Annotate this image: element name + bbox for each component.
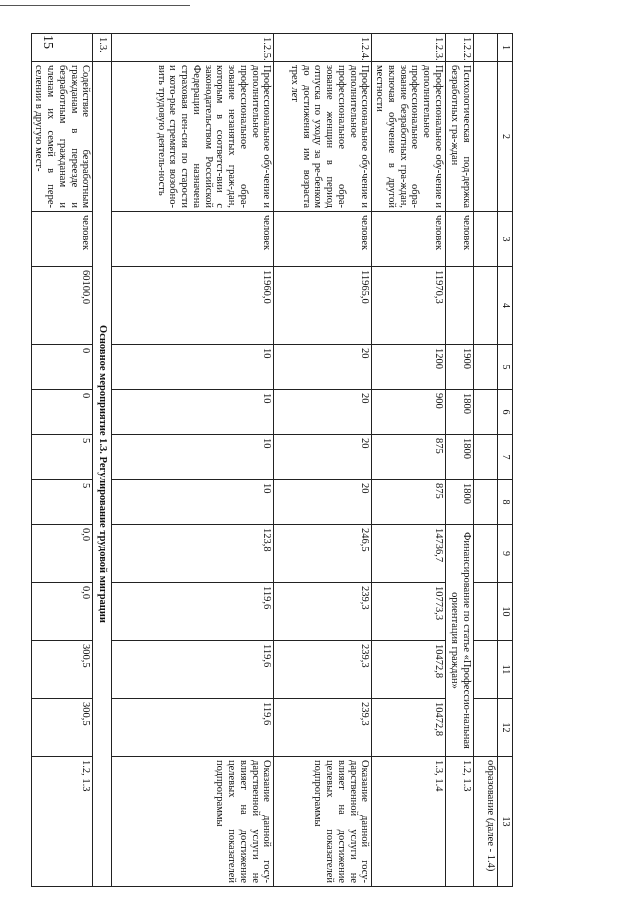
row-number: 1.2.3. xyxy=(372,34,446,62)
measure-name: Профессиональное обу-чение и дополнительное профессиональное обра-зование незанятых граж-дан, которым в соответст-вии с законодательством Российской Федерации назначена страховая пен-сия по старости и кото-рые стремятся возобно-вить трудовую деятель-ность xyxy=(112,62,274,212)
header-cell: 4 xyxy=(498,267,513,345)
value-cell: 10 xyxy=(112,390,274,435)
measure-name: Профессиональное обу-чение и дополнительное профессиональное обра-зование женщин в период отпуска по уходу за ре-бенком до достижения им возраста трех лет xyxy=(274,62,372,212)
header-cell: 7 xyxy=(498,435,513,480)
table-row xyxy=(274,34,372,887)
value-cell: 900 xyxy=(372,390,446,435)
value-cell: 5 xyxy=(31,480,93,525)
value-cell: 60100,0 xyxy=(31,267,93,345)
indicator-cell: 1.2, 1.3 xyxy=(31,757,93,887)
value-cell: 20 xyxy=(274,435,372,480)
value-cell: 10 xyxy=(112,480,274,525)
measure-name: Профессиональное обу-чение и дополнительное профессиональное обра-зование безработных гра-ждан, включая обучение в другой местности xyxy=(372,62,446,212)
value-cell: 875 xyxy=(372,480,446,525)
value-cell: 1900 xyxy=(446,345,474,390)
row-number xyxy=(31,34,93,62)
value-cell: 239,3 xyxy=(274,583,372,641)
value-cell: 10472,8 xyxy=(372,641,446,699)
header-cell: 11 xyxy=(498,641,513,699)
value-cell: 0 xyxy=(31,390,93,435)
table-row xyxy=(474,34,498,887)
row-number: 1.2.2. xyxy=(446,34,474,62)
value-cell: 300,5 xyxy=(31,641,93,699)
section-title: Основное мероприятие 1.3. Регулирование трудовой миграции xyxy=(93,62,112,887)
indicator-cell: образование (далее - 1.4) xyxy=(474,757,498,887)
value-cell: 5 xyxy=(31,435,93,480)
measure-name: Содействие безработным гражданам в переезде и безработным гражданам и членам их семей в пере-селении в другую мест- xyxy=(31,62,93,212)
value-cell: 119,6 xyxy=(112,699,274,757)
measure-name: Психологическая под-держка безработных гра-ждан xyxy=(446,62,474,212)
indicator-cell: 1.3, 1.4 xyxy=(372,757,446,887)
value-cell: 20 xyxy=(274,480,372,525)
value-cell: 1800 xyxy=(446,390,474,435)
indicator-cell: 1.2, 1.3 xyxy=(446,757,474,887)
row-number: 1.2.5. xyxy=(112,34,274,62)
value-cell: 10773,3 xyxy=(372,583,446,641)
value-cell: 11965,0 xyxy=(274,267,372,345)
indicator-cell: Оказание данной госу-дарственной услуги не влияет на достижение целевых показателей подпрограммы xyxy=(112,757,274,887)
value-cell: 10 xyxy=(112,345,274,390)
header-cell: 1 xyxy=(498,34,513,62)
value-cell: 1800 xyxy=(446,435,474,480)
value-cell: 20 xyxy=(274,345,372,390)
value-cell: 0 xyxy=(31,345,93,390)
header-cell: 8 xyxy=(498,480,513,525)
financing-note: Финансирование по статье «Профессио-нальная ориентация граждан» xyxy=(446,525,474,757)
unit-cell: человек xyxy=(274,212,372,267)
value-cell: 123,8 xyxy=(112,525,274,583)
value-cell: 300,5 xyxy=(31,699,93,757)
value-cell: 239,3 xyxy=(274,699,372,757)
value-cell: 11960,0 xyxy=(112,267,274,345)
unit-cell: человек xyxy=(112,212,274,267)
value-cell: 119,6 xyxy=(112,641,274,699)
table-row xyxy=(446,34,474,887)
value-cell: 11970,3 xyxy=(372,267,446,345)
header-cell: 13 xyxy=(498,757,513,887)
header-cell: 3 xyxy=(498,212,513,267)
value-cell: 0,0 xyxy=(31,525,93,583)
unit-cell: человек xyxy=(446,212,474,267)
value-cell: 0,0 xyxy=(31,583,93,641)
value-cell xyxy=(446,267,474,345)
header-cell: 9 xyxy=(498,525,513,583)
section-row xyxy=(93,34,112,887)
unit-cell: человек xyxy=(31,212,93,267)
table-row xyxy=(372,34,446,887)
row-number: 1.2.4. xyxy=(274,34,372,62)
unit-cell: человек xyxy=(372,212,446,267)
header-cell: 12 xyxy=(498,699,513,757)
value-cell: 1200 xyxy=(372,345,446,390)
value-cell: 1800 xyxy=(446,480,474,525)
value-cell: 119,6 xyxy=(112,583,274,641)
table-row xyxy=(31,34,93,887)
header-cell: 6 xyxy=(498,390,513,435)
value-cell: 10472,8 xyxy=(372,699,446,757)
row-number: 1.3. xyxy=(93,34,112,62)
page-number: 15 xyxy=(40,35,55,49)
header-row xyxy=(498,34,513,887)
indicator-cell: Оказание данной госу-дарственной услуги не влияет на достижение целевых показателей подпрограммы xyxy=(274,757,372,887)
value-cell: 246,5 xyxy=(274,525,372,583)
value-cell: 20 xyxy=(274,390,372,435)
value-cell: 875 xyxy=(372,435,446,480)
value-cell: 10 xyxy=(112,435,274,480)
table-row xyxy=(112,34,274,887)
header-cell: 10 xyxy=(498,583,513,641)
header-cell: 5 xyxy=(498,345,513,390)
value-cell: 239,3 xyxy=(274,641,372,699)
header-cell: 2 xyxy=(498,62,513,212)
value-cell: 14736,7 xyxy=(372,525,446,583)
